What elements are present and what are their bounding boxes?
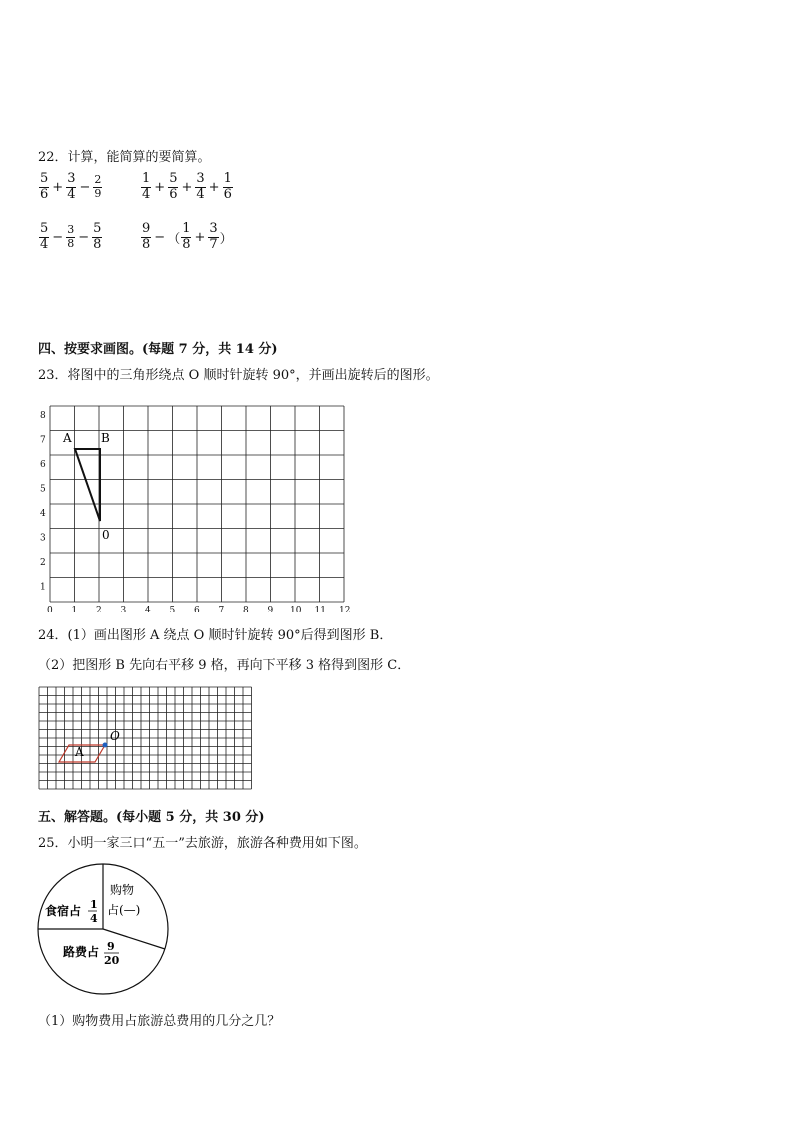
x-tick-label: 4 <box>145 606 151 612</box>
denominator: 8 <box>142 236 151 252</box>
expression-4 <box>140 222 233 253</box>
x-tick-label: 10 <box>290 606 302 612</box>
numerator: 5 <box>169 171 178 186</box>
denominator: 6 <box>40 186 49 202</box>
x-tick-label: 9 <box>267 606 274 612</box>
section-5-heading: 五、解答题。(每小题 5 分，共 30 分) <box>38 810 265 825</box>
point-O-label: O <box>110 729 120 743</box>
point-B-label: B <box>101 431 110 445</box>
x-tick-label: 7 <box>218 606 225 612</box>
grid-lines <box>39 687 252 789</box>
denominator: 6 <box>169 186 178 202</box>
shopping-label-line1: 购物 <box>110 883 135 897</box>
operator: + <box>52 179 64 195</box>
q25-title: 25．小明一家三口“五一”去旅游，旅游各种费用如下图。 <box>38 836 367 851</box>
q24-line1: 24．(1）画出图形 A 绕点 O 顺时针旋转 90°后得到图形 B． <box>38 628 393 643</box>
numerator: 3 <box>67 223 75 237</box>
operator: − <box>154 229 166 245</box>
point-O-label: 0 <box>102 528 110 542</box>
numerator: 1 <box>223 171 232 186</box>
travel-numerator: 9 <box>107 940 115 953</box>
x-tick-label: 8 <box>243 606 249 612</box>
operator: + <box>194 229 206 245</box>
numerator: 1 <box>142 171 151 186</box>
food-denominator: 4 <box>90 912 98 925</box>
x-axis-ticks <box>47 606 350 612</box>
denominator: 8 <box>67 236 75 250</box>
right-paren: ） <box>219 231 233 247</box>
shopping-label-line2: 占(—) <box>107 903 141 917</box>
q25-sub1: （1）购物费用占旅游总费用的几分之几？ <box>38 1014 281 1029</box>
expression-2 <box>140 172 234 203</box>
numerator: 1 <box>182 221 191 236</box>
numerator: 2 <box>94 173 102 187</box>
x-tick-label: 11 <box>314 606 326 612</box>
y-tick-label: 3 <box>40 533 46 544</box>
denominator: 4 <box>40 236 49 252</box>
q24-grid-figure <box>38 686 254 796</box>
numerator: 5 <box>40 171 49 186</box>
denominator: 7 <box>209 236 218 252</box>
operator: − <box>79 179 91 195</box>
denominator: 4 <box>142 186 151 202</box>
q24-line2: （2）把图形 B 先向右平移 9 格，再向下平移 3 格得到图形 C． <box>38 658 411 673</box>
denominator: 4 <box>67 186 76 202</box>
y-tick-label: 4 <box>40 509 46 519</box>
x-tick-label: 3 <box>120 606 127 612</box>
operator: − <box>78 229 90 245</box>
x-tick-label: 12 <box>339 606 351 612</box>
y-tick-label: 7 <box>40 435 46 446</box>
y-tick-label: 1 <box>40 582 46 593</box>
x-tick-label: 5 <box>169 606 176 612</box>
triangle-ABO <box>75 449 100 521</box>
operator: + <box>208 179 220 195</box>
y-tick-label: 8 <box>40 411 46 421</box>
numerator: 5 <box>40 221 49 236</box>
numerator: 9 <box>142 221 151 236</box>
operator: + <box>181 179 193 195</box>
q25-pie-chart <box>36 862 170 996</box>
denominator: 8 <box>182 236 191 252</box>
q23-title: 23．将图中的三角形绕点 O 顺时针旋转 90°，并画出旋转后的图形。 <box>38 368 439 383</box>
expression-1 <box>38 172 103 203</box>
shape-A-label: A <box>75 745 84 759</box>
food-label: 食宿占 <box>45 904 82 918</box>
y-tick-label: 5 <box>40 484 46 495</box>
q23-grid-figure <box>30 394 360 612</box>
operator: − <box>52 229 64 245</box>
operator: + <box>154 179 166 195</box>
section-4-heading: 四、按要求画图。(每题 7 分，共 14 分) <box>38 342 278 357</box>
expression-3 <box>38 222 103 253</box>
denominator: 4 <box>196 186 205 202</box>
denominator: 9 <box>94 186 102 200</box>
x-tick-label: 0 <box>47 606 53 612</box>
denominator: 6 <box>223 186 232 202</box>
point-A-label: A <box>63 431 72 445</box>
food-numerator: 1 <box>90 898 98 911</box>
numerator: 3 <box>196 171 205 186</box>
point-O <box>103 743 108 748</box>
numerator: 5 <box>93 221 102 236</box>
x-tick-label: 6 <box>194 606 200 612</box>
travel-label: 路费占 <box>63 945 100 959</box>
y-axis-ticks <box>40 411 46 593</box>
x-tick-label: 1 <box>71 606 78 612</box>
denominator: 8 <box>93 236 102 252</box>
left-paren: （ <box>167 231 181 247</box>
x-tick-label: 2 <box>96 606 102 612</box>
travel-denominator: 20 <box>104 954 120 967</box>
y-tick-label: 2 <box>40 558 46 568</box>
q22-title: 22．计算，能简算的要简算。 <box>38 150 211 165</box>
numerator: 3 <box>67 171 76 186</box>
y-tick-label: 6 <box>40 460 46 470</box>
numerator: 3 <box>209 221 218 236</box>
